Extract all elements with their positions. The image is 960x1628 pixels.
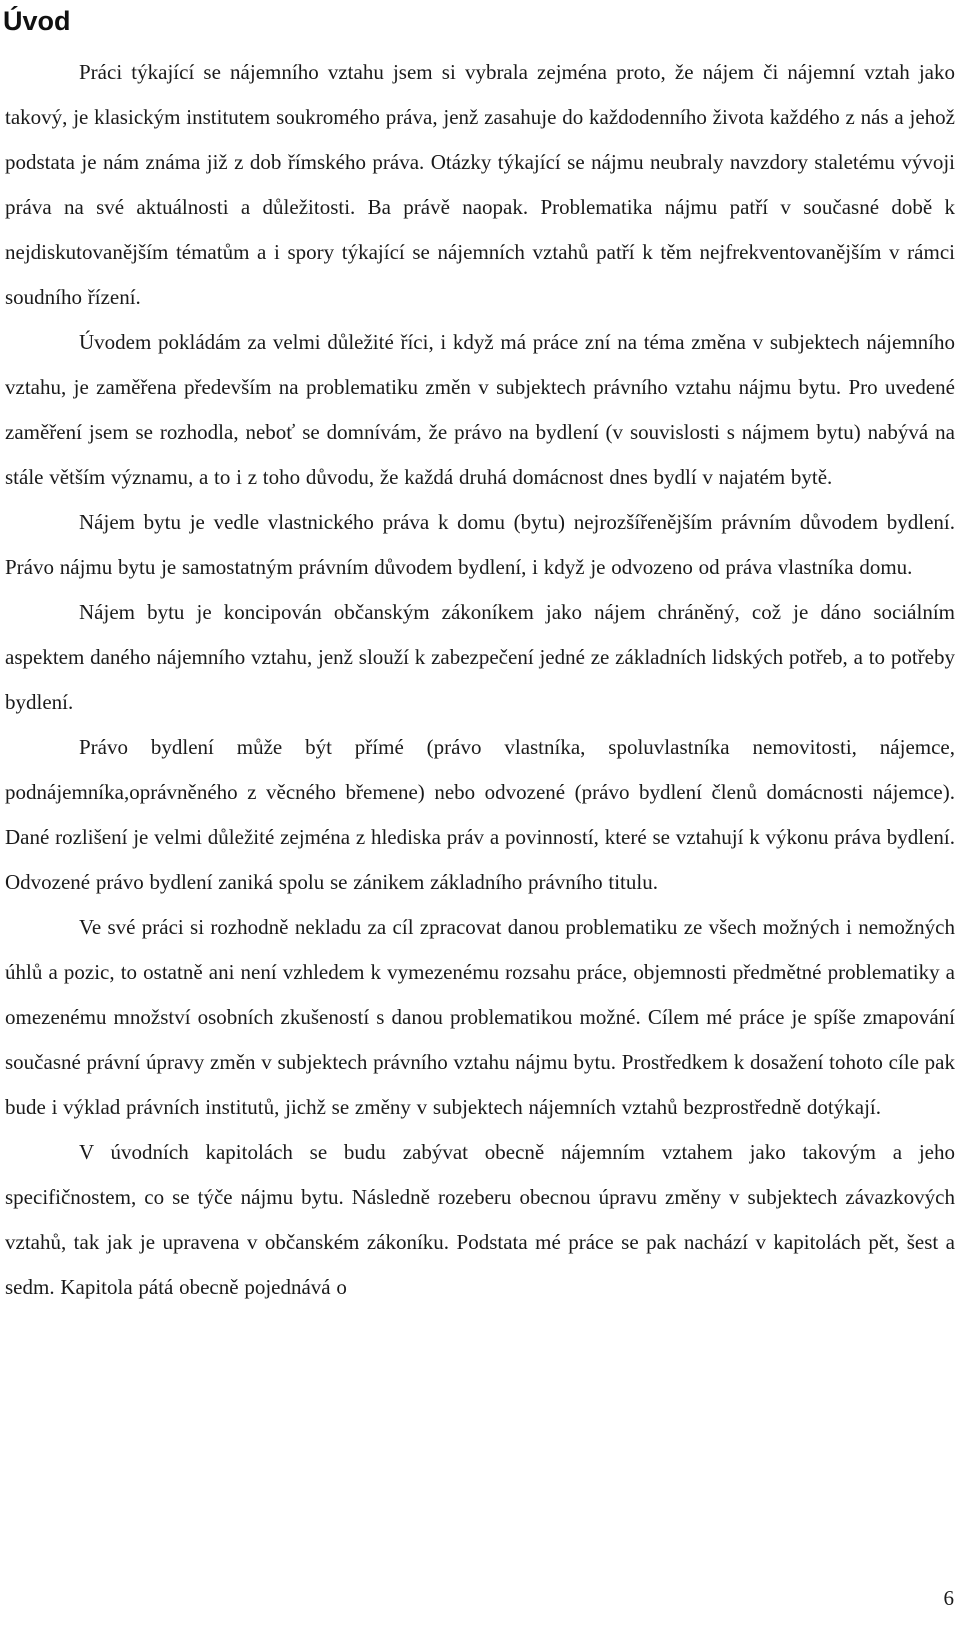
body-text — [5, 50, 955, 1310]
page-number: 6 — [943, 1586, 954, 1610]
paragraph: Nájem bytu je vedle vlastnického práva k domu (bytu) nejrozšířenějším právním důvodem bydlení. Právo nájmu bytu je samostatným právním důvodem bydlení, i když je odvozeno od práva vlastníka domu. — [5, 510, 955, 579]
paragraph: Ve své práci si rozhodně nekladu za cíl zpracovat danou problematiku ze všech možných i nemožných úhlů a pozic, to ostatně ani není vzhledem k vymezenému rozsahu práce, objemnosti předmětné problematiky a omezenému množství osobních zkušeností s danou problematikou možné. Cílem mé práce je spíše zmapování současné právní úpravy změn v subjektech právního vztahu nájmu bytu. Prostředkem k dosažení tohoto cíle pak bude i výklad právních institutů, jichž se změny v subjektech nájemních vztahů bezprostředně dotýkají. — [5, 915, 955, 1119]
paragraph: Práci týkající se nájemního vztahu jsem si vybrala zejména proto, že nájem či nájemní vztah jako takový, je klasickým institutem soukromého práva, jenž zasahuje do každodenního života každého z nás a jehož podstata je nám známa již z dob římského práva. Otázky týkající se nájmu neubraly navzdory staletému vývoji práva na své aktuálnosti a důležitosti. Ba právě naopak. Problematika nájmu patří v současné době k nejdiskutovanějším tématům a i spory týkající se nájemních vztahů patří k těm nejfrekventovanějším v rámci soudního řízení. — [5, 60, 955, 309]
paragraph: V úvodních kapitolách se budu zabývat obecně nájemním vztahem jako takovým a jeho specifičnostem, co se týče nájmu bytu. Následně rozeberu obecnou úpravu změny v subjektech závazkových vztahů, tak jak je upravena v občanském zákoníku. Podstata mé práce se pak nachází v kapitolách pět, šest a sedm. Kapitola pátá obecně pojednává o — [5, 1140, 955, 1299]
paragraph: Nájem bytu je koncipován občanským zákoníkem jako nájem chráněný, což je dáno sociálním aspektem daného nájemního vztahu, jenž slouží k zabezpečení jedné ze základních lidských potřeb, a to potřeby bydlení. — [5, 600, 955, 714]
section-heading: Úvod — [3, 6, 71, 36]
paragraph: Právo bydlení může být přímé (právo vlastníka, spoluvlastníka nemovitosti, nájemce, podnájemníka,oprávněného z věcného břemene) nebo odvozené (právo bydlení členů domácnosti nájemce). Dané rozlišení je velmi důležité zejména z hlediska práv a povinností, které se vztahují k výkonu práva bydlení. Odvozené právo bydlení zaniká spolu se zánikem základního právního titulu. — [5, 735, 955, 894]
paragraph: Úvodem pokládám za velmi důležité říci, i když má práce zní na téma změna v subjektech nájemního vztahu, je zaměřena především na problematiku změn v subjektech právního vztahu nájmu bytu. Pro uvedené zaměření jsem se rozhodla, neboť se domnívám, že právo na bydlení (v souvislosti s nájmem bytu) nabývá na stále větším významu, a to i z toho důvodu, že každá druhá domácnost dnes bydlí v najatém bytě. — [5, 330, 955, 489]
